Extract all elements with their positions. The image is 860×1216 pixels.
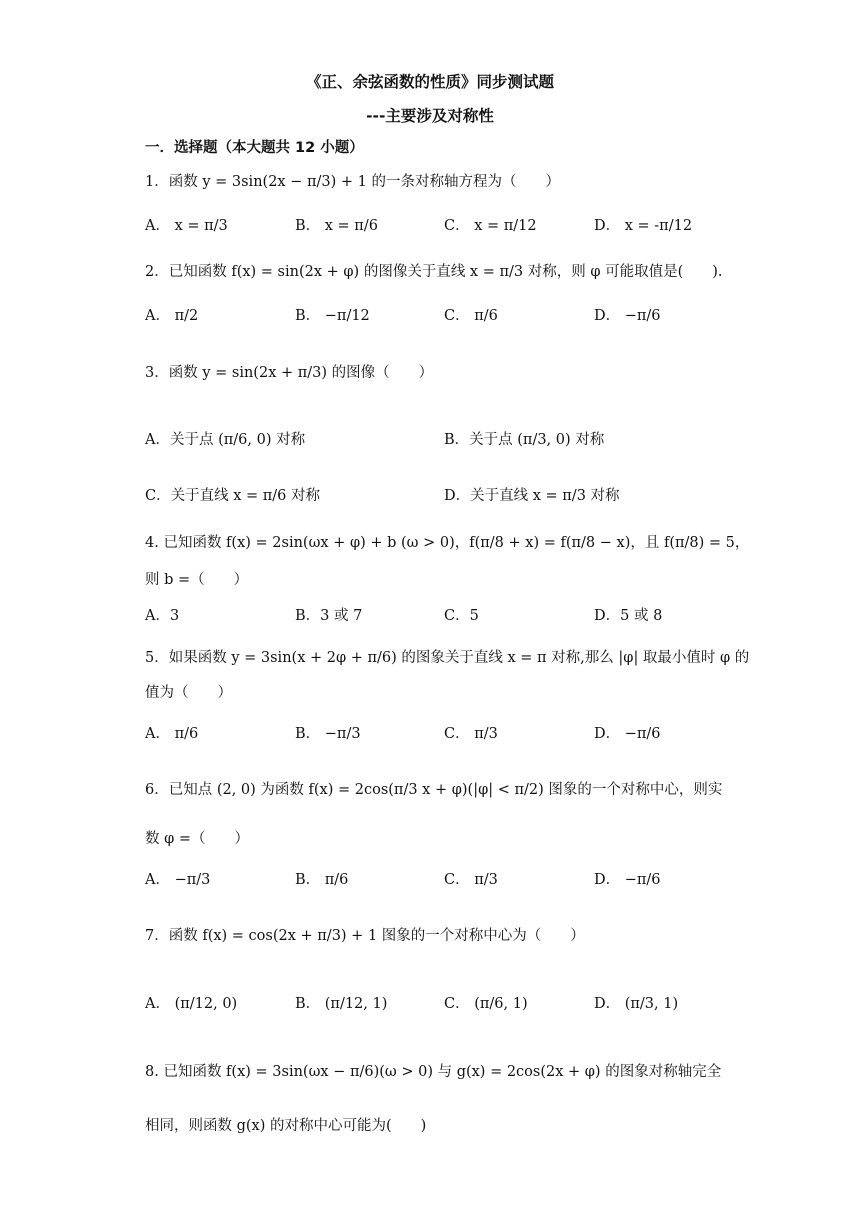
question-8-stem-line-1: 8. 已知函数 f(x) = 3sin(ωx − π/6)(ω > 0) 与 g(x) = 2cos(2x + φ) 的图象对称轴完全 <box>145 1064 722 1080</box>
question-5-option-b: B． −π/3 <box>295 726 361 742</box>
question-7-option-d: D． (π/3, 1) <box>594 996 679 1012</box>
question-4-option-a: A．3 <box>145 608 180 624</box>
question-6-stem-line-1: 6．已知点 (2, 0) 为函数 f(x) = 2cos(π/3 x + φ)(|φ| < π/2) 图象的一个对称中心，则实 <box>145 782 723 798</box>
question-5-option-c: C． π/3 <box>444 726 498 742</box>
question-3-option-c: C．关于直线 x = π/6 对称 <box>145 488 320 504</box>
question-3-option-a: A．关于点 (π/6, 0) 对称 <box>145 432 306 448</box>
question-2-stem: 2．已知函数 f(x) = sin(2x + φ) 的图像关于直线 x = π/3 对称，则 φ 可能取值是( ). <box>145 264 723 280</box>
question-5-stem-line-1: 5．如果函数 y = 3sin(x + 2φ + π/6) 的图象关于直线 x = π 对称,那么 |φ| 取最小值时 φ 的 <box>145 650 750 666</box>
question-8-stem-line-2: 相同，则函数 g(x) 的对称中心可能为( ) <box>145 1118 427 1134</box>
question-2-option-c: C． π/6 <box>444 308 498 324</box>
question-3-stem: 3．函数 y = sin(2x + π/3) 的图像（ ） <box>145 365 434 381</box>
question-5-option-d: D． −π/6 <box>594 726 661 742</box>
question-4-option-b: B．3 或 7 <box>295 608 363 624</box>
question-4-option-c: C．5 <box>444 608 479 624</box>
question-5-stem-line-2: 值为（ ） <box>145 685 232 701</box>
question-4-option-d: D．5 或 8 <box>594 608 663 624</box>
question-1-option-c: C． x = π/12 <box>444 218 537 234</box>
question-2-option-d: D． −π/6 <box>594 308 661 324</box>
question-2-option-a: A． π/2 <box>145 308 199 324</box>
question-3-option-d: D．关于直线 x = π/3 对称 <box>444 488 620 504</box>
question-7-option-c: C． (π/6, 1) <box>444 996 528 1012</box>
question-1-stem: 1．函数 y = 3sin(2x − π/3) + 1 的一条对称轴方程为（ ） <box>145 174 560 190</box>
question-7-stem: 7．函数 f(x) = cos(2x + π/3) + 1 图象的一个对称中心为（ ） <box>145 928 585 944</box>
page-subtitle: ---主要涉及对称性 <box>366 107 494 125</box>
question-3-option-b: B．关于点 (π/3, 0) 对称 <box>444 432 605 448</box>
question-1-option-d: D． x = -π/12 <box>594 218 693 234</box>
question-2-option-b: B． −π/12 <box>295 308 370 324</box>
question-6-option-a: A． −π/3 <box>145 872 211 888</box>
question-1-option-a: A． x = π/3 <box>145 218 228 234</box>
question-6-option-d: D． −π/6 <box>594 872 661 888</box>
question-4-stem-line-1: 4. 已知函数 f(x) = 2sin(ωx + φ) + b (ω > 0)，f(π/8 + x) = f(π/8 − x)，且 f(π/8) = 5， <box>145 535 750 551</box>
question-1-option-b: B． x = π/6 <box>295 218 378 234</box>
question-7-option-b: B． (π/12, 1) <box>295 996 388 1012</box>
question-6-option-c: C． π/3 <box>444 872 498 888</box>
page-title: 《正、余弦函数的性质》同步测试题 <box>305 73 554 91</box>
section-heading: 一．选择题（本大题共 12 小题） <box>145 140 364 156</box>
question-7-option-a: A． (π/12, 0) <box>145 996 238 1012</box>
question-4-stem-line-2: 则 b =（ ） <box>145 572 249 588</box>
question-6-stem-line-2: 数 φ =（ ） <box>145 831 250 847</box>
question-5-option-a: A． π/6 <box>145 726 199 742</box>
question-6-option-b: B． π/6 <box>295 872 349 888</box>
